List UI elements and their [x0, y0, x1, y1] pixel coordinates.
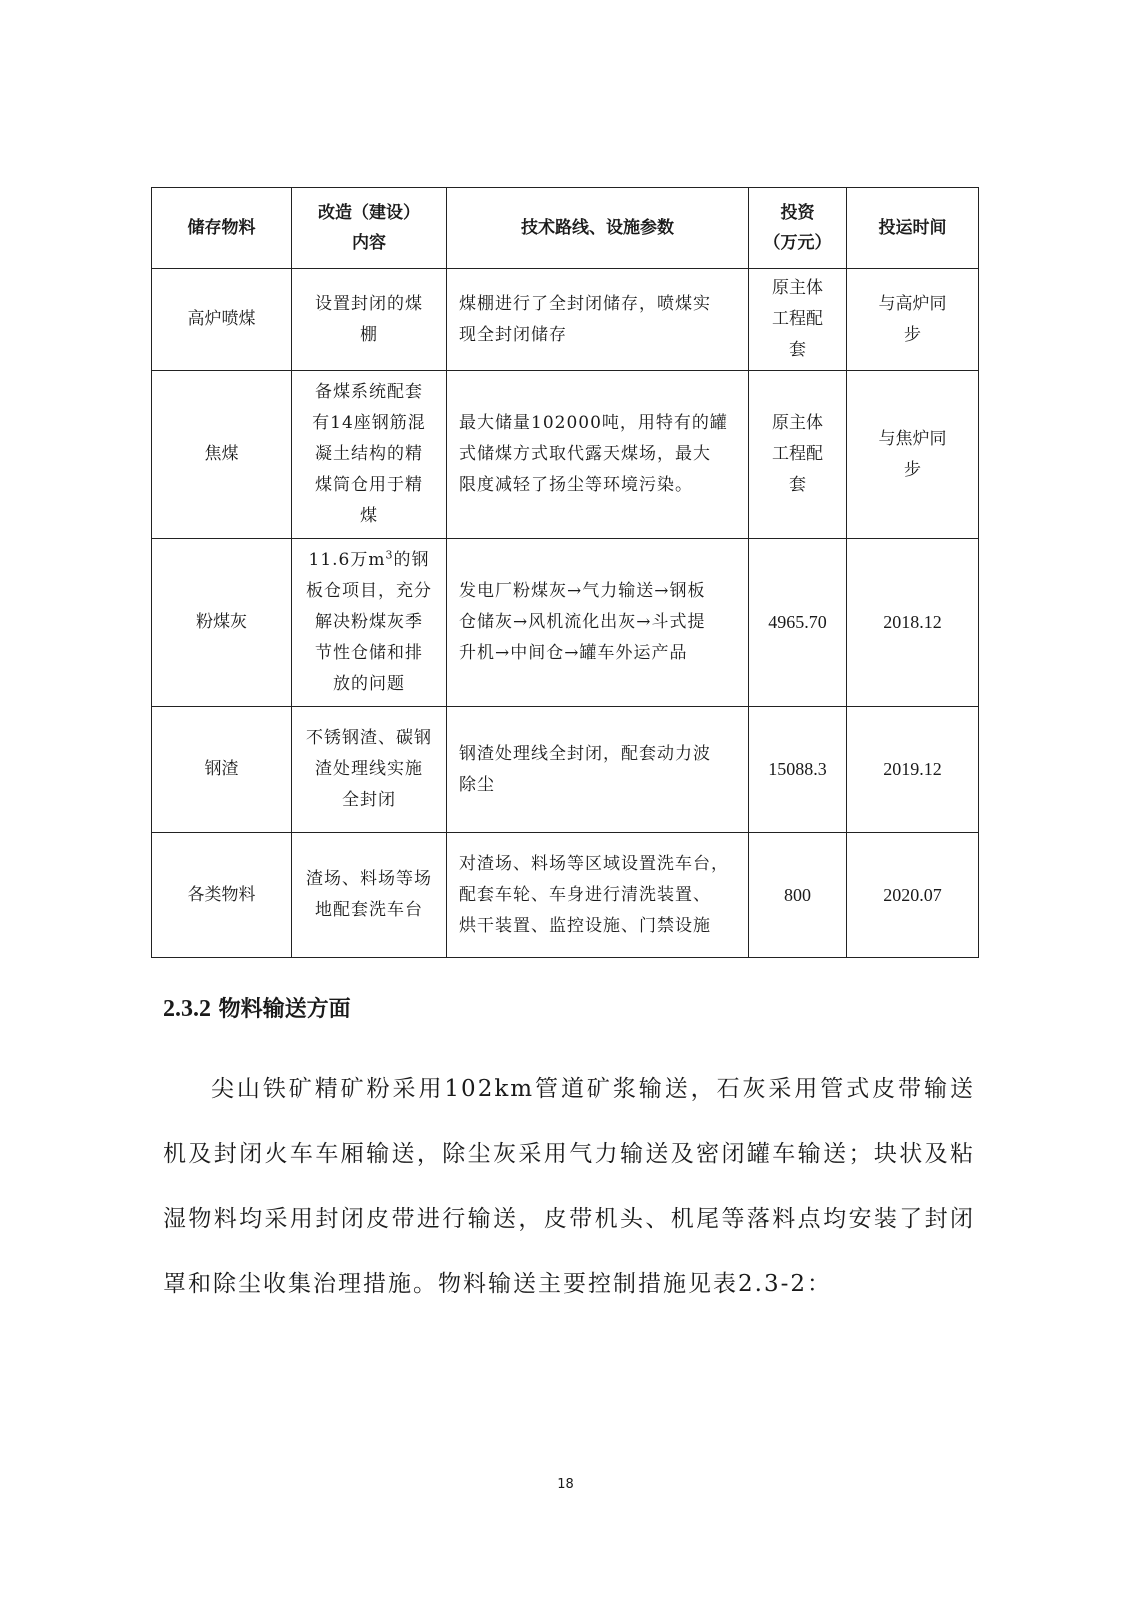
cell-time: 2020.07: [847, 833, 979, 958]
cell-material: 粉煤灰: [152, 539, 292, 707]
cell-investment: 原主体 工程配 套: [749, 371, 847, 539]
cell-investment: 15088.3: [749, 707, 847, 833]
page-number: 18: [557, 1477, 574, 1492]
cell-content: [292, 539, 447, 707]
cell-material: 高炉喷煤: [152, 269, 292, 371]
table-row: [152, 539, 979, 707]
body-paragraph: 尖山铁矿精矿粉采用102km管道矿浆输送，石灰采用管式皮带输送机及封闭火车车厢输送，除尘灰采用气力输送及密闭罐车输送；块状及粘湿物料均采用封闭皮带进行输送，皮带机头、机尾等落料点均安装了封闭罩和除尘收集治理措施。物料输送主要控制措施见表2.3-2：: [163, 1076, 975, 1297]
table-header-row: [152, 188, 979, 269]
content-prefix: 11.6万m: [308, 550, 386, 570]
table-row: [152, 707, 979, 833]
header-investment: 投资 （万元）: [749, 188, 847, 269]
cell-time: 与焦炉同 步: [847, 371, 979, 539]
cell-tech: 对渣场、料场等区域设置洗车台， 配套车轮、车身进行清洗装置、 烘干装置、监控设施、门禁设施: [447, 833, 749, 958]
table-row: [152, 371, 979, 539]
cell-material: 钢渣: [152, 707, 292, 833]
section-title: 物料输送方面: [218, 996, 351, 1022]
cell-tech: 发电厂粉煤灰→气力输送→钢板 仓储灰→风机流化出灰→斗式提 升机→中间仓→罐车外运产品: [447, 539, 749, 707]
header-content: 改造（建设） 内容: [292, 188, 447, 269]
superscript-3: 3: [385, 548, 394, 562]
header-time: 投运时间: [847, 188, 979, 269]
table-row: [152, 833, 979, 958]
cell-investment: 4965.70: [749, 539, 847, 707]
cell-investment: 800: [749, 833, 847, 958]
cell-content: 不锈钢渣、碳钢 渣处理线实施 全封闭: [292, 707, 447, 833]
cell-content: 备煤系统配套 有14座钢筋混 凝土结构的精 煤筒仓用于精 煤: [292, 371, 447, 539]
table-row: [152, 269, 979, 371]
cell-material: 各类物料: [152, 833, 292, 958]
cell-content: 渣场、料场等场 地配套洗车台: [292, 833, 447, 958]
cell-content: 设置封闭的煤 棚: [292, 269, 447, 371]
cell-investment: 原主体 工程配 套: [749, 269, 847, 371]
cell-time: 与高炉同 步: [847, 269, 979, 371]
storage-measures-table: [151, 187, 979, 958]
cell-material: 焦煤: [152, 371, 292, 539]
cell-tech: 最大储量102000吨，用特有的罐 式储煤方式取代露天煤场，最大 限度减轻了扬尘等环境污染。: [447, 371, 749, 539]
cell-time: 2018.12: [847, 539, 979, 707]
section-number: 2.3.2: [163, 996, 211, 1022]
section-heading: [163, 992, 351, 1023]
content-suffix: 的钢 板仓项目，充分 解决粉煤灰季 节性仓储和排 放的问题: [306, 550, 432, 694]
cell-tech: 钢渣处理线全封闭，配套动力波 除尘: [447, 707, 749, 833]
cell-time: 2019.12: [847, 707, 979, 833]
header-material: 储存物料: [152, 188, 292, 269]
cell-tech: 煤棚进行了全封闭储存，喷煤实 现全封闭储存: [447, 269, 749, 371]
header-tech: 技术路线、设施参数: [447, 188, 749, 269]
